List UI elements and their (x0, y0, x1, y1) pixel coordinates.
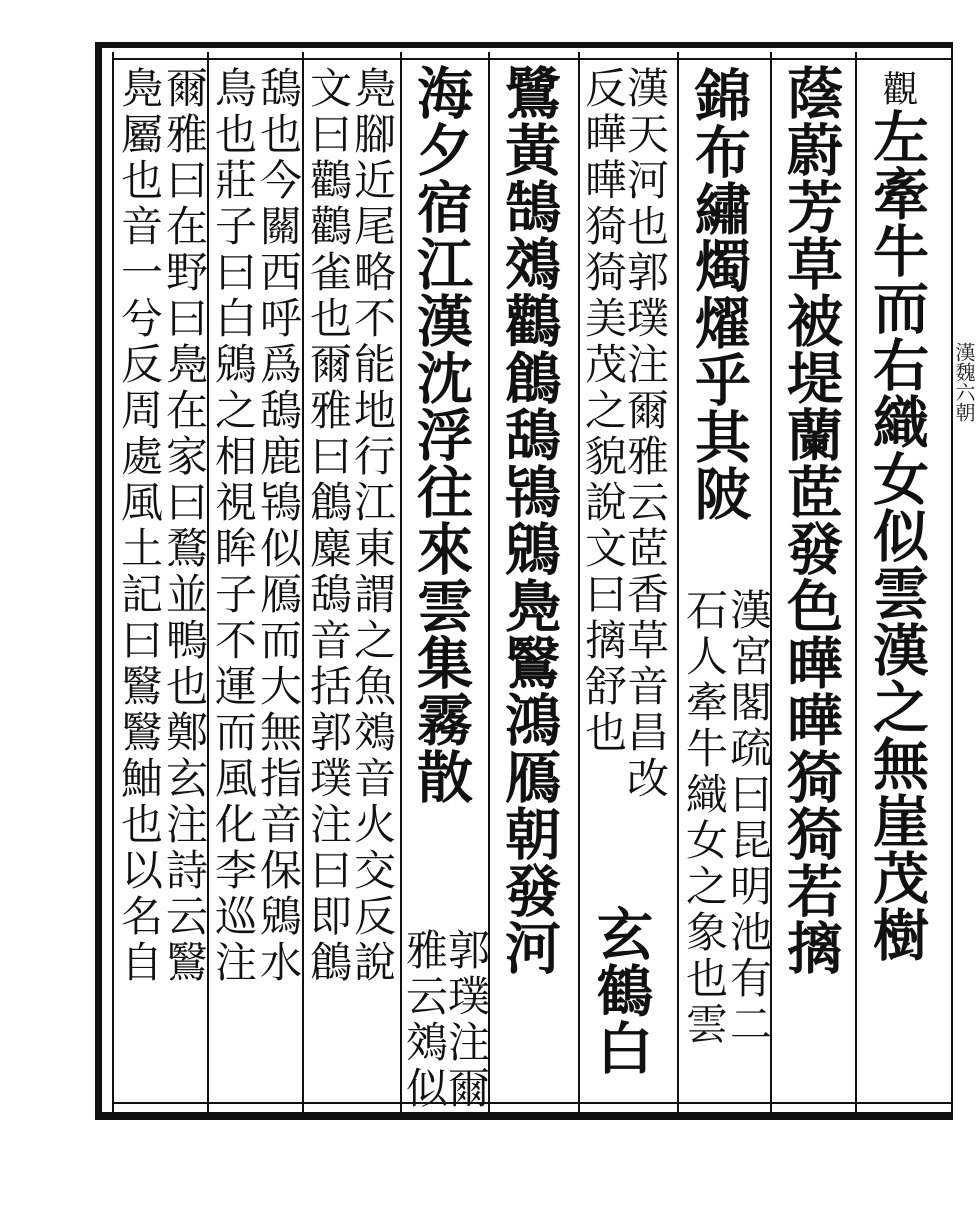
column-text: 錦布繡燭燿乎其陂 (686, 66, 752, 522)
annotation-6-left (400, 928, 449, 1118)
text-column-2 (778, 64, 844, 1124)
annotation-6-right (442, 928, 491, 1118)
column-text: 爾雅曰在野曰鳧在家曰鶩並鴨也鄭玄注詩云鷖 (160, 66, 209, 986)
facing-page-edge (951, 42, 977, 1120)
annotation-text: 石人牽牛織女之象也雲 (680, 588, 729, 1048)
text-column-6-main (408, 64, 474, 924)
column-text: 玄鶴白 (588, 905, 654, 1076)
annotation-text: 漢宮閣疏曰昆明池有二 (724, 588, 773, 1048)
text-column-4-tail (588, 905, 654, 1105)
text-column-1 (864, 70, 930, 1130)
column-head-char: 觀 (877, 70, 918, 108)
column-text: 海夕宿江漢沈浮往來雲集霧散 (408, 64, 474, 805)
text-column-3-main (686, 66, 752, 586)
text-column-7 (348, 66, 397, 1126)
column-rule (855, 52, 857, 1114)
text-column-9 (254, 66, 303, 1126)
column-rule (677, 52, 679, 1114)
column-text: 鳧屬也音一兮反周處風土記曰鷖鷖鮋也以名自 (115, 66, 164, 986)
annotation-text: 漢天河也郭璞注爾雅云茝香草音昌改 (621, 66, 670, 802)
column-text: 鳥也莊子曰白鶂之相視眸子不運而風化李巡注 (209, 66, 258, 986)
text-column-5 (496, 64, 562, 1124)
annotation-text: 雅云鵁似 (400, 928, 449, 1112)
text-column-12 (115, 66, 164, 1126)
column-rule (112, 52, 114, 1114)
text-column-8 (304, 66, 353, 1126)
column-text: 鷺黃鵠鵁鸛鶬鴰鴇鶂鳧鷖鴻鴈朝發河 (496, 64, 562, 976)
column-text: 鴰也今關西呼爲鴰鹿鴇似鴈而大無指音保鶂水 (254, 66, 303, 986)
annotation-4-left (579, 66, 628, 846)
column-text: 左牽牛而右織女似雲漢之無崖茂樹 (864, 108, 930, 963)
annotation-text: 反曄曄猗猗美茂之貌說文曰摛舒也 (579, 66, 628, 756)
text-column-10 (209, 66, 258, 1126)
annotation-3-left (680, 588, 729, 1108)
annotation-text: 郭璞注爾 (442, 928, 491, 1112)
text-column-11 (160, 66, 209, 1126)
annotation-3-right (724, 588, 773, 1108)
annotation-4-right (621, 66, 670, 946)
column-text: 蔭蔚芳草被堤蘭茝發色曄曄猗猗若摛 (778, 64, 844, 976)
column-text: 鳧腳近尾略不能地行江東謂之魚鵁音火交反說 (348, 66, 397, 986)
column-text: 文曰鸛鸛雀也爾雅曰鶬麋鴰音括郭璞注曰即鶬 (304, 66, 353, 986)
facing-page-text: 漢魏六朝 (952, 342, 976, 422)
